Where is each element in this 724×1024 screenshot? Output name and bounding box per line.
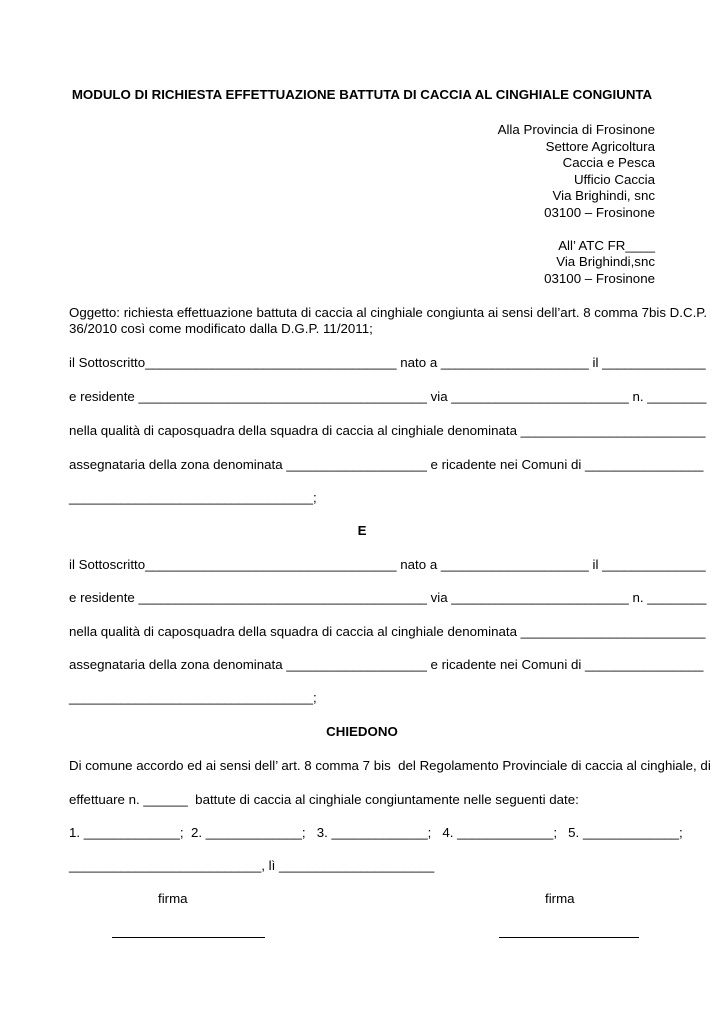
signature-left-label: firma (158, 891, 188, 906)
document-title: MODULO DI RICHIESTA EFFETTUAZIONE BATTUTA DI CACCIA AL CINGHIALE CONGIUNTA (71, 87, 653, 102)
recipient2-line-3: 03100 – Frosinone (544, 271, 655, 286)
recipient1-line-3: Caccia e Pesca (562, 155, 655, 170)
recipient1-line-5: Via Brighindi, snc (552, 188, 655, 203)
block2-comuni-line: _________________________________; (69, 690, 317, 705)
recipient1-line-4: Ufficio Caccia (573, 172, 655, 187)
request-line-2: effettuare n. ______ battute di caccia al cinghiale congiuntamente nelle seguenti date: (69, 792, 579, 807)
block1-caposquadra-line: nella qualità di caposquadra della squadra di caccia al cinghiale denominata _________________________ (69, 423, 706, 438)
chiedono-label: CHIEDONO (326, 724, 398, 739)
block2-sottoscritto-line: il Sottoscritto__________________________________ nato a ____________________ il ______________ (69, 557, 706, 572)
oggetto-line-2: 36/2010 così come modificato dalla D.G.P. 11/2011; (69, 321, 373, 336)
signature-left-line (112, 937, 265, 938)
block2-zona-line: assegnataria della zona denominata ___________________ e ricadente nei Comuni di ________________ (69, 657, 704, 672)
signature-right-label: firma (545, 891, 575, 906)
block1-zona-line: assegnataria della zona denominata ___________________ e ricadente nei Comuni di ________________ (69, 457, 704, 472)
recipient2-line-1: All’ ATC FR____ (558, 238, 655, 253)
recipient2-line-2: Via Brighindi,snc (556, 254, 655, 269)
signature-right-line (499, 937, 639, 938)
oggetto-line-1: Oggetto: richiesta effettuazione battuta di caccia al cinghiale congiunta ai sensi dell’art. 8 comma 7bis D.C.P. (69, 305, 708, 320)
request-line-1: Di comune accordo ed ai sensi dell’ art. 8 comma 7 bis del Regolamento Provinciale di caccia al cinghiale, di (69, 758, 711, 773)
block1-residente-line: e residente _______________________________________ via ________________________ n. ________ (69, 389, 707, 404)
block1-sottoscritto-line: il Sottoscritto__________________________________ nato a ____________________ il ______________ (69, 355, 706, 370)
and-label: E (357, 523, 367, 538)
recipient1-line-6: 03100 – Frosinone (544, 205, 655, 220)
dates-line: 1. _____________; 2. _____________; 3. _____________; 4. _____________; 5. _____________; (69, 825, 683, 840)
block1-comuni-line: _________________________________; (69, 490, 317, 505)
recipient1-line-2: Settore Agricoltura (545, 139, 655, 154)
place-date-line: __________________________, lì _____________________ (69, 858, 435, 873)
block2-caposquadra-line: nella qualità di caposquadra della squadra di caccia al cinghiale denominata _________________________ (69, 624, 706, 639)
recipient1-line-1: Alla Provincia di Frosinone (497, 122, 655, 137)
block2-residente-line: e residente _______________________________________ via ________________________ n. ________ (69, 590, 707, 605)
